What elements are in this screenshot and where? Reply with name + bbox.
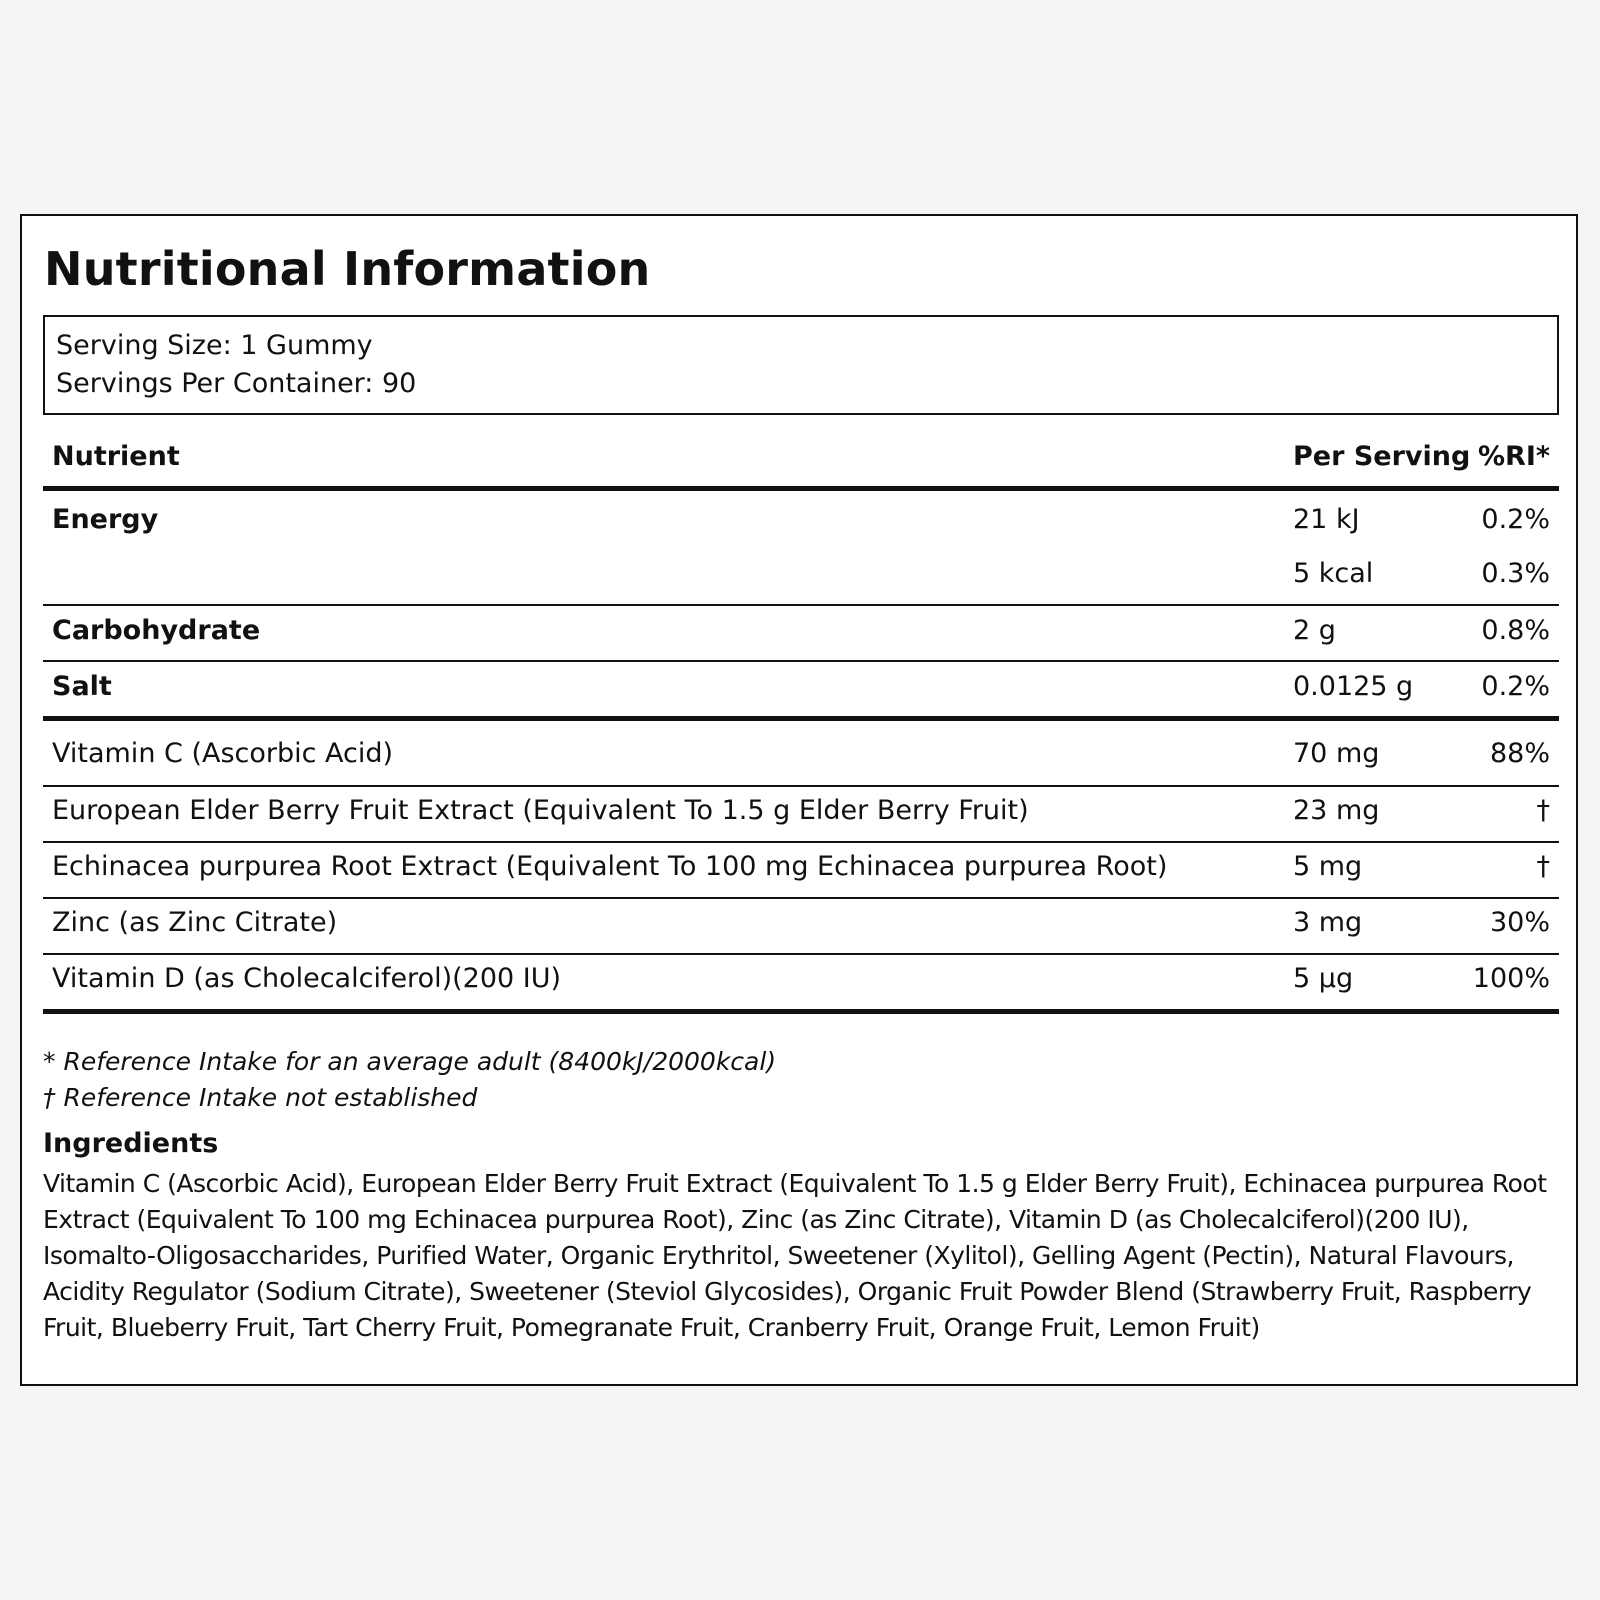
table-row bbox=[43, 662, 1559, 716]
nutrient-name: Zinc (as Zinc Citrate) bbox=[52, 907, 338, 938]
serving-info-box bbox=[43, 315, 1559, 415]
nutrient-ri: † bbox=[1536, 795, 1550, 826]
nutrient-ri: 0.8% bbox=[1481, 615, 1550, 646]
table-row bbox=[43, 606, 1559, 660]
nutrient-amount: 2 g bbox=[1293, 615, 1336, 646]
nutrient-name: Salt bbox=[52, 671, 112, 702]
nutrient-amount: 0.0125 g bbox=[1293, 671, 1414, 702]
table-row bbox=[43, 491, 1559, 553]
nutrient-amount: 5 mg bbox=[1293, 851, 1363, 882]
nutrient-name: European Elder Berry Fruit Extract (Equivalent To 1.5 g Elder Berry Fruit) bbox=[52, 795, 1029, 826]
nutrient-name: Carbohydrate bbox=[52, 615, 261, 646]
nutrient-name: Vitamin D (as Cholecalciferol)(200 IU) bbox=[52, 963, 562, 994]
ingredients-heading: Ingredients bbox=[43, 1128, 219, 1159]
footnote-ri: * Reference Intake for an average adult (8400kJ/2000kcal) bbox=[43, 1047, 777, 1076]
nutrient-name: Echinacea purpurea Root Extract (Equivalent To 100 mg Echinacea purpurea Root) bbox=[52, 851, 1168, 882]
nutrient-amount: 3 mg bbox=[1293, 907, 1363, 938]
table-header-row bbox=[43, 434, 1559, 486]
page-title: Nutritional Information bbox=[44, 242, 651, 296]
servings-per-container: Servings Per Container: 90 bbox=[56, 368, 417, 399]
ingredients-text: Vitamin C (Ascorbic Acid), European Elder Berry Fruit Extract (Equivalent To 1.5 g Elder Berry Fruit), Echinacea purpurea Root Extract (Equivalent To 100 mg Echinacea purpurea Root), Zinc (as Zinc Citrate), Vitamin D (as Cholecalciferol)(200 IU), Isomalto-Oligosaccharides, Purified Water, Organic Erythritol, Sweetener (Xylitol), Gelling Agent (Pectin), Natural Flavours, Acidity Regulator (Sodium Citrate), Sweetener (Steviol Glycosides), Organic Fruit Powder Blend (Strawberry Fruit, Raspberry Fruit, Blueberry Fruit, Tart Cherry Fruit, Pomegranate Fruit, Cranberry Fruit, Orange Fruit, Lemon Fruit) bbox=[43, 1169, 1547, 1342]
serving-size: Serving Size: 1 Gummy bbox=[56, 330, 373, 361]
column-header-nutrient: Nutrient bbox=[52, 441, 180, 472]
column-header-per-serving: Per Serving bbox=[1293, 441, 1471, 472]
nutrient-ri: 88% bbox=[1489, 738, 1550, 769]
table-row bbox=[43, 899, 1559, 953]
table-row bbox=[43, 787, 1559, 841]
nutrient-amount: 23 mg bbox=[1293, 795, 1380, 826]
nutrient-ri: 30% bbox=[1489, 907, 1550, 938]
footnote-not-established: † Reference Intake not established bbox=[43, 1083, 478, 1112]
nutrition-panel bbox=[20, 214, 1578, 1386]
nutrient-ri: † bbox=[1536, 851, 1550, 882]
nutrition-table bbox=[43, 434, 1559, 1014]
nutrient-amount: 5 µg bbox=[1293, 963, 1354, 994]
nutrient-ri: 0.2% bbox=[1481, 671, 1550, 702]
nutrient-amount: 70 mg bbox=[1293, 738, 1380, 769]
nutrient-name: Energy bbox=[52, 504, 159, 535]
nutrient-ri: 100% bbox=[1472, 963, 1550, 994]
column-header-ri: %RI* bbox=[1477, 441, 1550, 472]
table-row bbox=[43, 721, 1559, 785]
footnotes bbox=[43, 1044, 776, 1116]
table-row bbox=[43, 843, 1559, 897]
table-row bbox=[43, 955, 1559, 1009]
nutrient-amount: 21 kJ bbox=[1293, 504, 1360, 535]
nutrient-ri: 0.2% bbox=[1481, 504, 1550, 535]
nutrient-ri: 0.3% bbox=[1481, 558, 1550, 589]
nutrient-name: Vitamin C (Ascorbic Acid) bbox=[52, 738, 394, 769]
table-row bbox=[43, 553, 1559, 604]
nutrient-amount: 5 kcal bbox=[1293, 558, 1374, 589]
divider-thick bbox=[43, 1009, 1559, 1014]
